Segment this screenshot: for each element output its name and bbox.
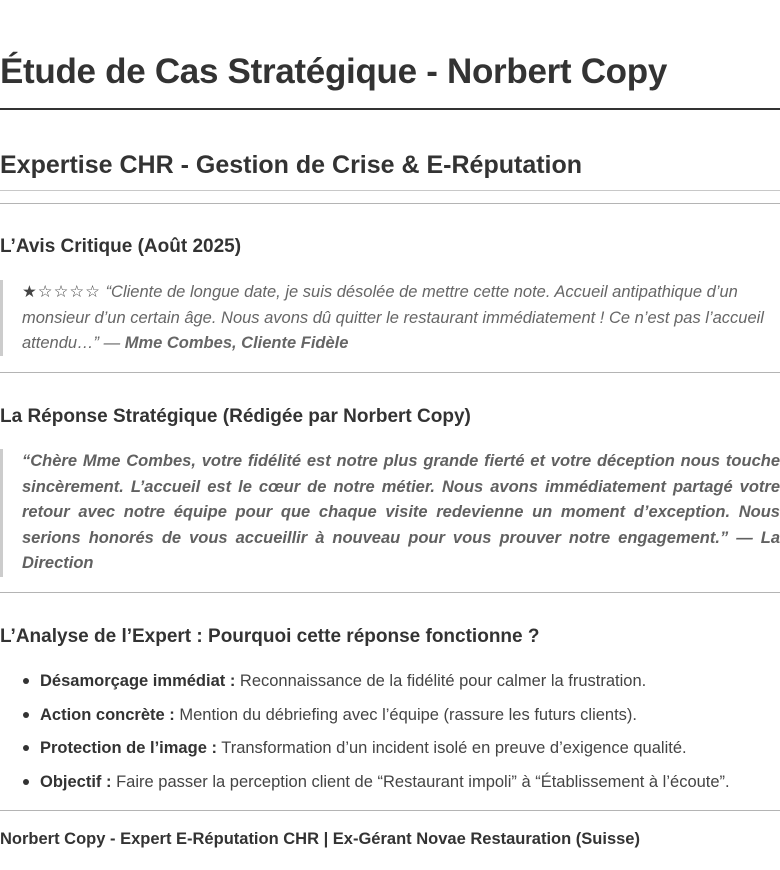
section-divider bbox=[0, 372, 780, 373]
analysis-text: Reconnaissance de la fidélité pour calmer la frustration. bbox=[235, 672, 647, 690]
review-author: Mme Combes, Cliente Fidèle bbox=[124, 334, 349, 352]
footer-signature: Norbert Copy - Expert E-Réputation CHR | Ex-Gérant Novae Restauration (Suisse) bbox=[0, 830, 640, 848]
title-divider bbox=[0, 108, 780, 110]
review-heading: L’Avis Critique (Août 2025) bbox=[0, 236, 242, 257]
analysis-key: Objectif : bbox=[40, 772, 112, 791]
subtitle-divider bbox=[0, 190, 780, 191]
bullet-icon bbox=[23, 712, 29, 718]
analysis-key: Protection de l’image : bbox=[40, 739, 217, 757]
response-quote bbox=[0, 449, 780, 577]
analysis-key: Action concrète : bbox=[40, 705, 175, 724]
analysis-text: Faire passer la perception client de “Restaurant impoli” à “Établissement à l’écoute”. bbox=[111, 772, 730, 791]
analysis-key: Désamorçage immédiat : bbox=[40, 672, 236, 690]
review-line: monsieur d’un certain âge. Nous avons dû quitter le restaurant immédiatement ! Ce n’est pas l’accueil bbox=[22, 308, 764, 327]
response-line: serions honorés de vous accueillir à nouveau pour vous prouver notre engagement.” — La bbox=[22, 528, 780, 547]
bullet-icon bbox=[23, 745, 29, 751]
analysis-list bbox=[0, 668, 730, 802]
section-divider bbox=[0, 203, 780, 204]
bullet-icon bbox=[23, 779, 29, 785]
footer-divider bbox=[0, 810, 780, 811]
response-line: “Chère Mme Combes, votre fidélité est notre plus grande fierté et votre déception nous touche bbox=[22, 452, 780, 470]
section-divider bbox=[0, 592, 780, 593]
response-line: sincèrement. L’accueil est le cœur de notre métier. Nous avons immédiatement partagé votre bbox=[22, 477, 780, 496]
list-item bbox=[40, 735, 730, 769]
response-line: Direction bbox=[22, 554, 94, 572]
response-line: retour avec notre équipe pour que chaque visite redevienne un moment d’exception. Nous bbox=[22, 503, 780, 521]
list-item bbox=[40, 702, 730, 736]
review-line bbox=[22, 280, 768, 306]
response-heading: La Réponse Stratégique (Rédigée par Norbert Copy) bbox=[0, 406, 471, 427]
list-item bbox=[40, 769, 730, 803]
list-item bbox=[40, 668, 730, 702]
bullet-icon bbox=[23, 678, 29, 684]
review-text: “Cliente de longue date, je suis désolée de mettre cette note. Accueil antipathique d’un bbox=[105, 283, 738, 301]
review-line bbox=[22, 331, 768, 356]
analysis-text: Transformation d’un incident isolé en preuve d’exigence qualité. bbox=[216, 739, 687, 757]
review-text: attendu…” — bbox=[22, 334, 125, 352]
analysis-heading: L’Analyse de l’Expert : Pourquoi cette réponse fonctionne ? bbox=[0, 626, 540, 647]
analysis-text: Mention du débriefing avec l’équipe (rassure les futurs clients). bbox=[174, 705, 638, 724]
page-title: Étude de Cas Stratégique - Norbert Copy bbox=[0, 52, 668, 91]
star-rating-icon: ★☆☆☆☆ bbox=[22, 283, 101, 301]
review-quote bbox=[0, 280, 768, 356]
page-subtitle: Expertise CHR - Gestion de Crise & E-Réputation bbox=[0, 151, 583, 179]
